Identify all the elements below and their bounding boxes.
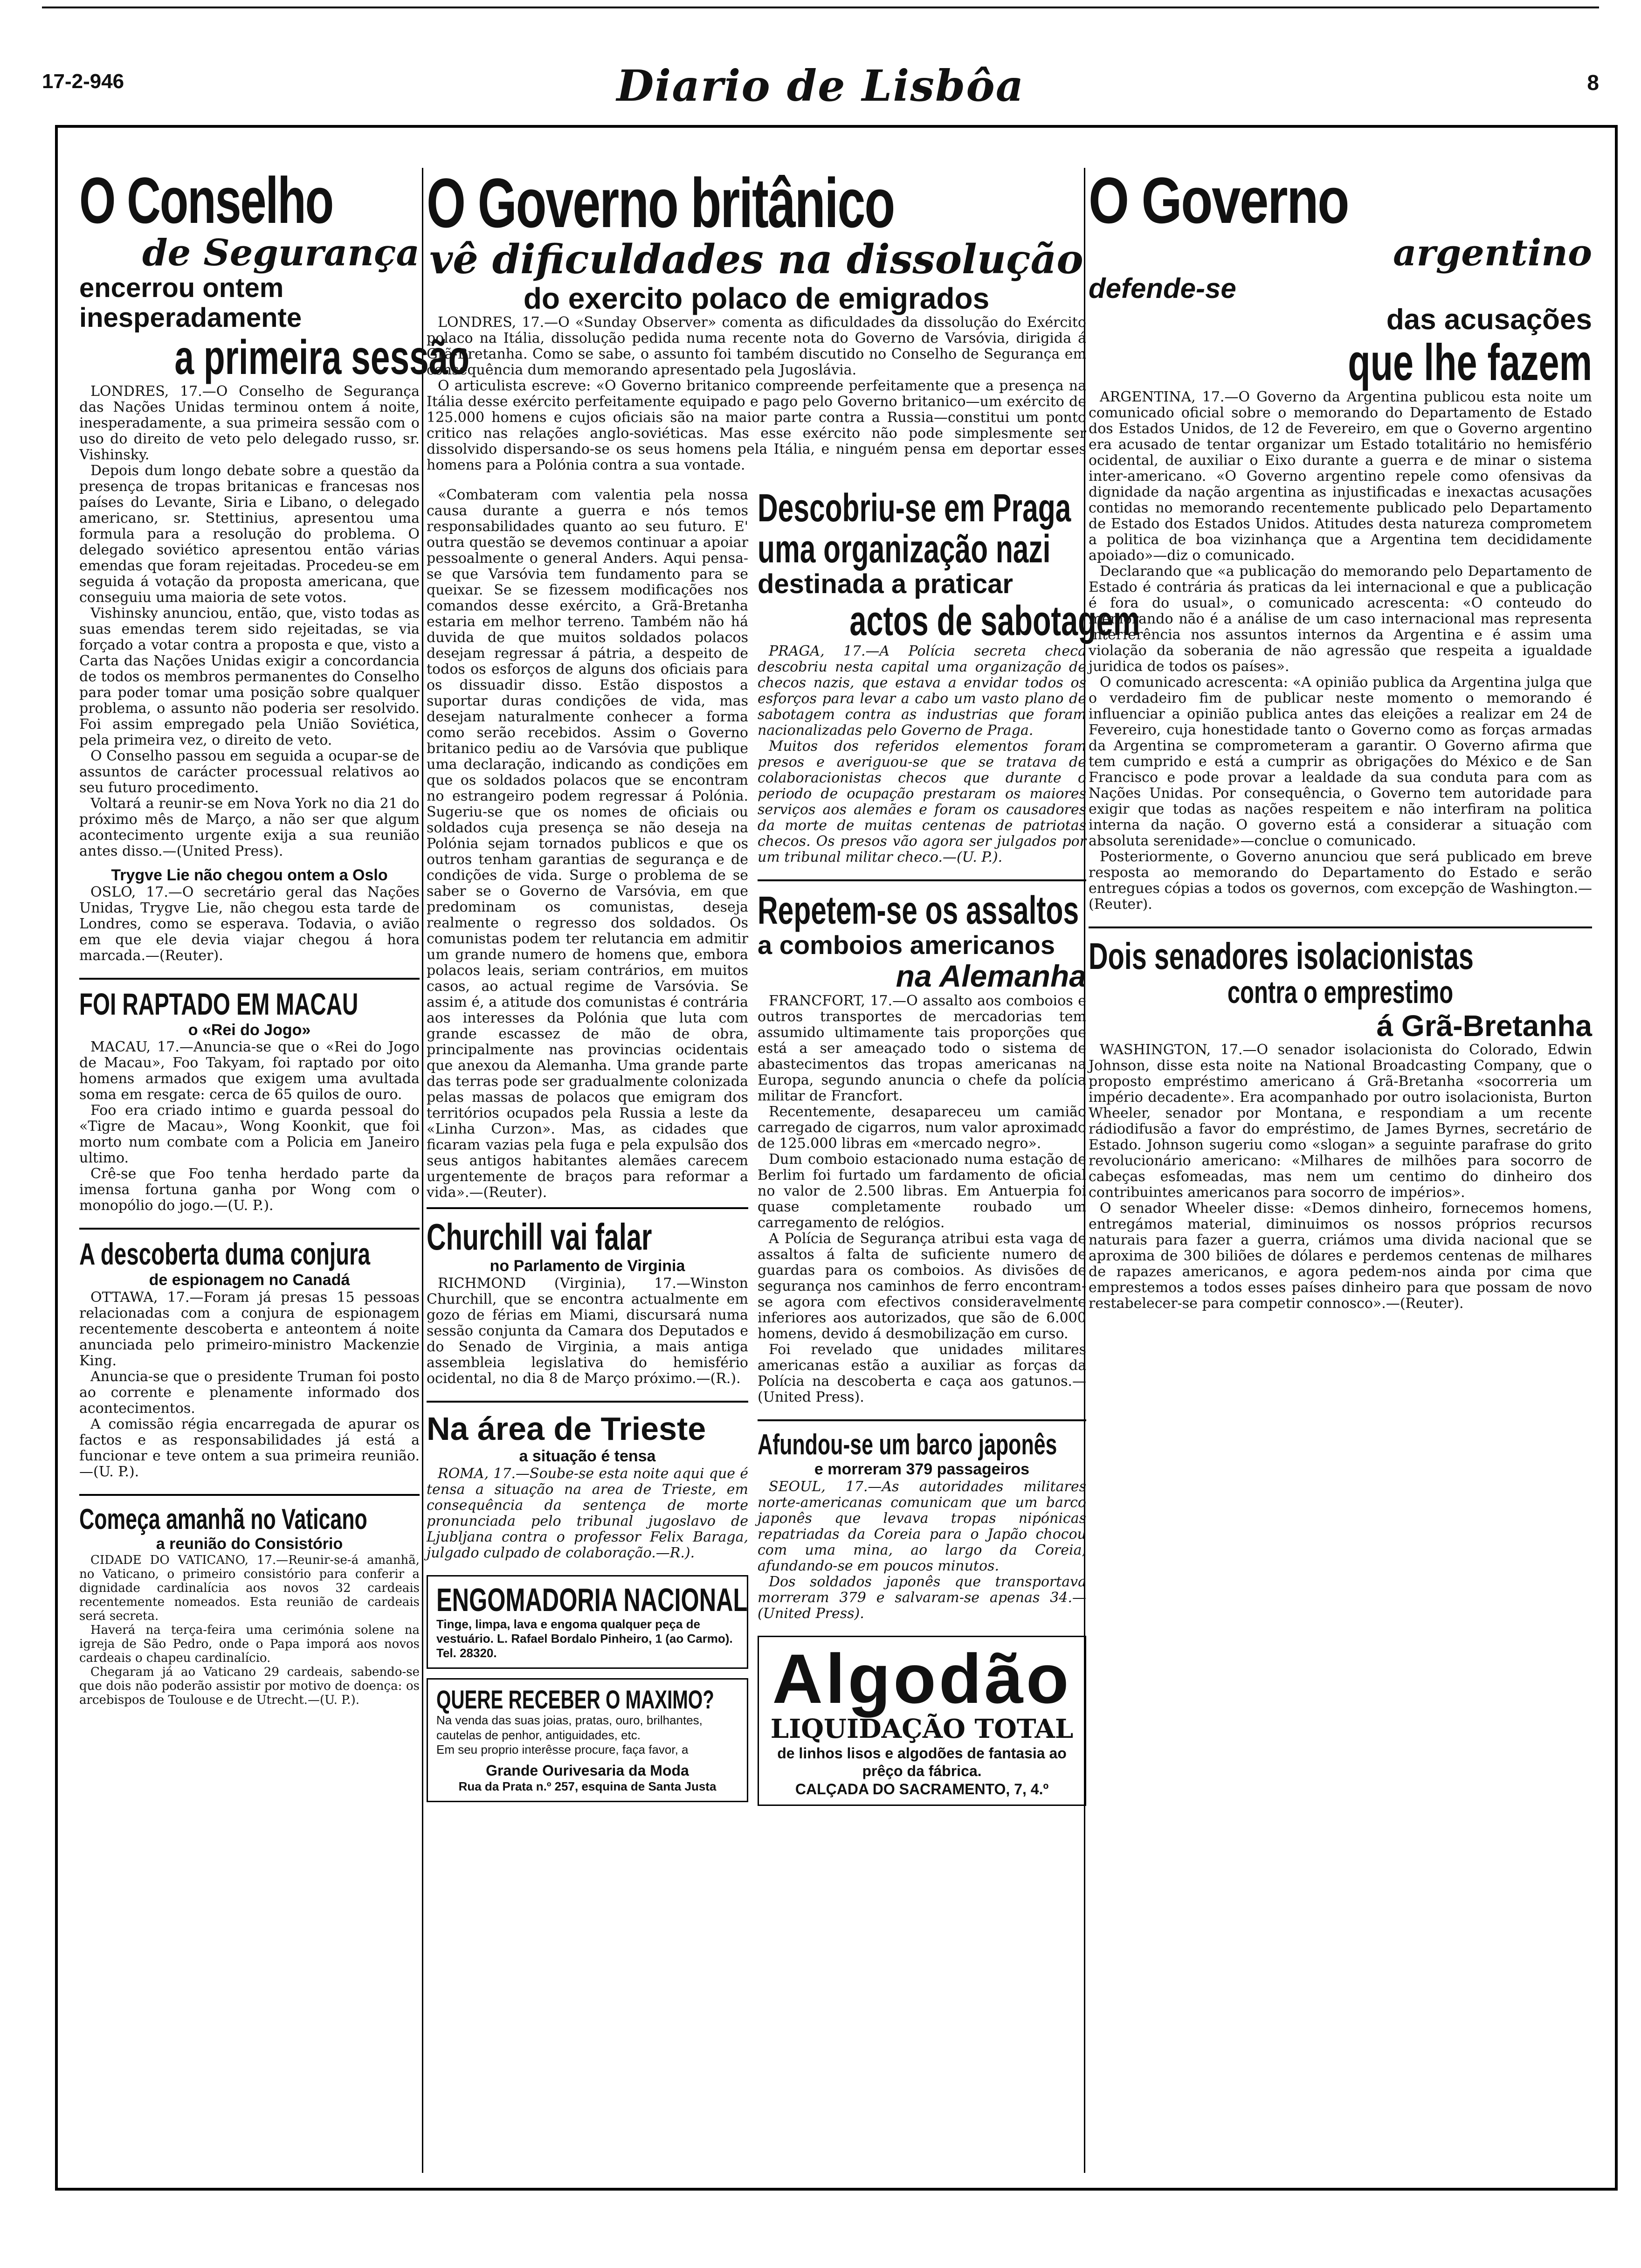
divider [79, 978, 420, 980]
headline-sub: de espionagem no Canadá [149, 1271, 350, 1289]
headline-deck: que lhe fazem [1348, 333, 1592, 391]
headline-deck: do exercito polaco de emigrados [523, 281, 990, 315]
article-trieste [427, 1411, 748, 1561]
paragraph: OTTAWA, 17.—Foram já presas 15 pessoas relacionadas com a conjura de espionagem recentemente descoberta e anteontem á noite anunciada pelo primeiro-ministro Mackenzie King. [79, 1289, 420, 1369]
paragraph: Declarando que «a publicação do memorando pelo Departamento de Estado é contrária ás praticas da lei internacional e que a publicação é fora do usual», o comunicado acrescenta: «O conteudo do memorando não é a análise de um caso internacional mas representa interferência nos assuntos internos da Argentina e é assim uma violação da soberania de não agressão que respeita a igualdade juridica de todos os países». [1089, 563, 1592, 675]
divider [79, 1228, 420, 1230]
column-rule [422, 168, 423, 2173]
column-center [427, 164, 1140, 2164]
headline-sub: de Segurança [142, 232, 420, 274]
article-security-council [79, 164, 470, 964]
headline: Afundou-se um barco japonês [758, 1429, 1057, 1461]
paragraph: Foi revelado que unidades militares americanas estão a auxiliar as forças da Polícia na descoberta e caça aos gatunos.—(United Press). [758, 1341, 1086, 1406]
paragraph: Dos soldados japonês que transportava morreram 379 e salvaram-se apenas 34.—(United Press). [758, 1573, 1086, 1622]
ad-address: Rua da Prata n.º 257, esquina de Santa Justa [458, 1779, 717, 1794]
article-germany-trains [758, 890, 1086, 1405]
article-japanese-ship [758, 1430, 1086, 1622]
paragraph: Dum comboio estacionado numa estação de Berlim foi furtado um fardamento de oficial no valor de 2.500 libras. Em Antuerpia foi quase completamente roubado um carregamento de relógios. [758, 1151, 1086, 1231]
paragraph: Vishinsky anunciou, então, que, visto todas as suas emendas terem sido rejeitadas, se via forçado a votar contra a proposta e que, visto a Carta das Nações Unidas exigir a concordancia de todos os membros permanentes do Conselho para poder tomar uma posição sobre qualquer problema, o assunto não poderia ser resolvido. Foi assim empregado pela União Soviética, pela primeira vez, o direito de veto. [79, 605, 420, 748]
paragraph: «Combateram com valentia pela nossa causa durante a guerra e nós temos responsabilidades quanto ao seu futuro. E' outra questão se devemos continuar a apoiar pessoalmente o general Anders. Aqui pensa-se que Varsóvia tem fundamento para se queixar. Se se fizessem modificações nos comandos desse exército, a Grã-Bretanha estaria em melhor terreno. Também não há duvida de que muitos soldados polacos desejam regressar á pátria, a despeito de todos os esforços de alguns dos oficiais para os dissuadir disso. Estão dispostos a suportar duras condições de vida, mas desejam naturalmente conhecer a forma como serão recebidos. Assim o Governo britanico pediu ao de Varsóvia que publique uma declaração, indicando as condições em que os soldados polacos que se encontram no estrangeiro podem regressar á Polónia. Sugeriu-se que os nomes de oficiais ou soldados cuja presença se não deseja na Polónia sejam tornados publicos e que os outros tenham garantias de segurança e de condições de vida. Surge o problema de se saber se o Governo de Varsóvia, em que predominam os comunistas, deseja realmente o regresso dos soldados. Os comunistas podem ter relutancia em admitir um grande numero de homens que, embora polacos leais, seriam contrários, em muitos casos, ao actual regime de Varsóvia. Se assim é, a atitude dos comunistas é contrária aos interesses da Polónia que luta com grande escassez de mão de obra, principalmente nas provincias ocidentais que anexou da Alemanha. Uma grande parte das terras pode ser gradualmente colonizada pelas massas de polacos que emigram dos territórios ocupados pela Russia a leste da «Linha Curzon». Mas, as cidades que ficaram vazias pela fuga e pela expulsão dos seus antigos habitantes alemães carecem urgentemente de braços para reformar a vida».—(Reuter). [427, 486, 748, 1201]
paragraph: Anuncia-se que o presidente Truman foi posto ao corrente e plenamente informado dos acontecimentos. [79, 1368, 420, 1417]
paragraph: PRAGA, 17.—A Polícia secreta checa descobriu nesta capital uma organização de checos nazis, que estava a envidar todos os esforços para levar a cabo um vasto plano de sabotagem contra as industrias que foram nacionalizadas pelo Governo de Praga. [758, 643, 1086, 739]
paragraph: Depois dum longo debate sobre a questão da presença de tropas britanicas e francesas nos países do Levante, Siria e Libano, o delegado americano, sr. Stettinius, apresentou uma formula para a resolução do problema. O delegado soviético apresentou então várias emendas que foram rejeitadas. Procedeu-se em seguida á votação da proposta americana, que conseguiu uma maioria de sete votos. [79, 462, 420, 606]
headline-deck: encerrou ontem inesperadamente [79, 272, 302, 333]
paragraph: O comunicado acrescenta: «A opinião publica da Argentina julga que o verdadeiro fim de publicar neste momento o memorando é influenciar a opinião publica antes das eleições a realizar em 24 de Fevereiro, cuja honestidade tanto o Governo como as forças armadas da Argentina se comprometeram a garantir. O Governo afirma que tem cumprido e está a cumprir as obrigações do México e de San Francisco e pode provar a lealdade da sua conduta para com as Nações Unidas. Por consequência, o Governo tem autoridade para exigir que todas as nações respeitem e não interfiram na politica interna da nação. O governo está a considerar a situação com absoluta serenidade»—conclue o comunicado. [1089, 674, 1592, 850]
headline-deck: a comboios americanos [758, 930, 1055, 960]
headline: O Conselho [79, 164, 333, 237]
column-left [79, 164, 470, 2164]
headline: O Governo britânico [427, 164, 895, 242]
paragraph: O Conselho passou em seguida a ocupar-se de assuntos de carácter processual relativos ao seu futuro procedimento. [79, 747, 420, 796]
article-argentina [1089, 164, 1592, 913]
divider [758, 879, 1086, 881]
ad-title: Algodão [772, 1639, 1072, 1718]
ad-algodao [758, 1636, 1086, 1806]
divider [427, 1207, 748, 1209]
top-rule [42, 7, 1599, 8]
paragraph: O senador Wheeler disse: «Demos dinheiro, fornecemos homens, entregámos material, diminuimos os nossos próprios recursos naturais para fazer a guerra, criámos uma divida nacional que se aproxima de 300 biliões de dólares e perdemos centenas de milhares de rapazes americanos, e agora pedem-nos ainda por cima que emprestemos a todos esses países dinheiro para que possam de novo restabelecer-se para competir connosco».—(Reuter). [1089, 1200, 1592, 1312]
headline-deck: destinada a praticar [758, 569, 1013, 600]
article-vatican [79, 1504, 420, 1708]
article-churchill [427, 1217, 748, 1387]
headline-sub: argentino [1393, 232, 1592, 274]
paragraph: Crê-se que Foo tenha herdado parte da imensa fortuna ganha por Wong com o monopólio do jogo.—(U. P.). [79, 1166, 420, 1214]
article-canada-spy [79, 1238, 420, 1480]
paragraph: Posteriormente, o Governo anunciou que será publicado em breve resposta ao memorando do Departamento do Estado e serão entregues cópias a todos os governos, com excepção de Washington.—(Reuter). [1089, 849, 1592, 913]
ad-engomadoria [427, 1575, 748, 1669]
paragraph: A Polícia de Segurança atribui esta vaga de assaltos á falta de suficiente numero de guardas para os comboios. As divisões de segurança nos caminhos de ferro encontram-se agora com efectivos consideravelmente inferiores aos autorizados, que são de 6.000 homens, devido á desmobilização em curso. [758, 1231, 1086, 1342]
center-split [427, 485, 1140, 1815]
headline-deck: das acusações [1386, 303, 1592, 336]
divider [79, 1494, 420, 1496]
headline: Dois senadores isolacionistas [1089, 935, 1474, 977]
ad-subtitle: LIQUIDAÇÃO TOTAL [770, 1713, 1074, 1744]
ad-ourivesaria [427, 1678, 748, 1802]
paragraph: LONDRES, 17.—O «Sunday Observer» comenta as dificuldades da dissolução do Exército polaco na Itália, dissolução pedida numa recente nota do Governo de Varsóvia, dirigida á Grã-Bretanha. Como se sabe, o assunto foi também discutido no Conselho de Segurança em consequência dum memorando apresentado pela Jugoslávia. [427, 314, 1086, 378]
ad-shop-name: Grande Ourivesaria da Moda [486, 1762, 689, 1779]
headline-deck: á Grã-Bretanha [1376, 1009, 1592, 1043]
subheading: Trygve Lie não chegou ontem a Oslo [111, 866, 388, 884]
ad-text: Em seu proprio interêsse procure, faça favor, a [436, 1742, 689, 1756]
headline: Começa amanhã no Vaticano [79, 1503, 367, 1535]
headline: Repetem-se os assaltos [758, 888, 1079, 932]
center-right-sub [758, 485, 1140, 1815]
article-macau [79, 988, 420, 1214]
article-senators [1089, 937, 1592, 1312]
headline-deck: actos de sabotagem [849, 598, 1140, 645]
headline: A descoberta duma conjura [79, 1237, 371, 1272]
paragraph: Muitos dos referidos elementos foram presos e averiguou-se que se tratava de colaboracionistas checos que durante o periodo de ocupação prestaram os maiores serviços aos alemães e foram os causadores da morte de muitas centenas de patriotas checos. Os presos vão agora ser julgados por um tribunal militar checo.—(U. P.). [758, 738, 1086, 865]
article-prague [758, 485, 1140, 865]
paragraph: A comissão régia encarregada de apurar os factos e as responsabilidades já está a funcionar e teve ontem a sua primeira reunião.—(U. P.). [79, 1416, 420, 1480]
headline-sub: vê dificuldades na dissolução [429, 236, 1083, 283]
paragraph: FRANCFORT, 17.—O assalto aos comboios e outros transportes de mercadorias tem assumido ultimamente tais proporções que está a ser ameaçado todo o sistema de abastecimentos das tropas americanas na Europa, segundo anuncia o chefe da polícia militar de Francfort. [758, 993, 1086, 1105]
ad-text: de linhos lisos e algodões de fantasia ao prêço da fábrica. [777, 1744, 1067, 1780]
ad-address: CALÇADA DO SACRAMENTO, 7, 4.º [795, 1780, 1049, 1798]
headline: Churchill vai falar [427, 1216, 652, 1258]
headline: Na área de Trieste [427, 1410, 706, 1447]
paragraph: MACAU, 17.—Anuncia-se que o «Rei do Jogo de Macau», Foo Takyam, foi raptado por oito homens armados que exigem uma avultada soma em resgate: cerca de 65 quilos de ouro. [79, 1039, 420, 1103]
paragraph: SEOUL, 17.—As autoridades militares norte-americanas comunicam que um barco japonês que levava tropas nipónicas repatriadas da Coreia para o Japão chocou com uma mina, ao largo da Coreia, afundando-se em poucos minutos. [758, 1478, 1086, 1574]
ad-title: QUERE RECEBER O MAXIMO? [436, 1684, 714, 1714]
divider [1089, 927, 1592, 928]
headline-sub: e morreram 379 passageiros [814, 1460, 1030, 1479]
headline: Descobriu-se em Praga [758, 485, 1071, 530]
paragraph: LONDRES, 17.—O Conselho de Segurança das Nações Unidas terminou ontem á noite, inesperadamente, a sua primeira sessão com o uso do direito de veto pelo delegado russo, sr. Vishinsky. [79, 383, 420, 463]
issue-date: 17-2-946 [42, 70, 124, 93]
ad-text: Na venda das suas joias, pratas, ouro, brilhantes, cautelas de penhor, antiguidades, etc. [436, 1713, 703, 1742]
paragraph: Voltará a reunir-se em Nova York no dia 21 do próximo mês de Março, a não ser que algum acontecimento urgente exija a sua reunião antes disso.—(United Press). [79, 795, 420, 859]
headline-deck: uma organização nazi [758, 527, 1051, 571]
center-left-sub [427, 487, 748, 1815]
paragraph: Foo era criado intimo e guarda pessoal do «Tigre de Macau», Wong Koonkit, que foi morto num combate com a Policia em Janeiro ultimo. [79, 1102, 420, 1167]
ad-title: ENGOMADORIA NACIONAL [436, 1581, 748, 1618]
paragraph: ROMA, 17.—Soube-se esta noite aqui que é tensa a situação na area de Trieste, em consequência da sentença de morte pronunciada pelo tribunal jugoslavo de Ljubljana contra o professor Felix Baraga, julgado culpado de colaboração.—R.). [427, 1465, 748, 1561]
paragraph: ARGENTINA, 17.—O Governo da Argentina publicou esta noite um comunicado oficial sobre o memorando do Departamento de Estado dos Estados Unidos, de 12 de Fevereiro, em que o Governo argentino era acusado de tentar organizar um Estado totalitário no hemisfério ocidental, de auxiliar o Eixo durante a guerra e de minar o sistema inter-americano. «O Governo argentino repele como ofensivas da dignidade da nação argentina as injustificadas e inexactas acusações contidas no memorando recentemente publicado pelo Departamento de Estado dos Estados Unidos. Atitudes desta natureza comprometem a politica de boa vizinhança que a Argentina tem decididamente apoiado»—diz o comunicado. [1089, 389, 1592, 564]
headline-deck: na Alemanha [896, 959, 1086, 994]
ad-text: Tinge, limpa, lava e engoma qualquer peça de vestuário. L. Rafael Bordalo Pinheiro, 1 (ao Carmo). Tel. 28320. [436, 1617, 733, 1660]
paragraph: OSLO, 17.—O secretário geral das Nações Unidas, Trygve Lie, não chegou esta tarde de Londres, como se esperava. Todavia, o avião em que ele devia viajar chegou á hora marcada.—(Reuter). [79, 884, 420, 964]
page-number: 8 [1587, 70, 1599, 95]
paragraph: Chegaram já ao Vaticano 29 cardeais, sabendo-se que dois não poderão assistir por motivo de doença: os arcebispos de Toulouse e de Utrecht.—(U. P.). [79, 1665, 420, 1708]
headline: FOI RAPTADO EM MACAU [79, 987, 359, 1022]
divider [758, 1419, 1086, 1421]
headline-deck: a primeira sessão [174, 331, 470, 385]
headline-deck: contra o emprestimo [1227, 975, 1454, 1010]
paragraph: Recentemente, desapareceu um camião carregado de cigarros, num valor aproximado de 125.000 libras em «mercado negro». [758, 1104, 1086, 1152]
article-british-government [427, 164, 1086, 473]
headline: O Governo [1089, 164, 1349, 237]
newspaper-title: Diario de Lisbôa [616, 61, 1025, 111]
headline-sub: a reunião do Consistório [156, 1535, 343, 1553]
paragraph: RICHMOND (Virginia), 17.—Winston Churchill, que se encontra actualmente em gozo de férias em Miami, discursará numa sessão conjunta da Camara dos Deputados e do Senado de Virginia, a mais antiga assembleia legislativa do hemisfério ocidental, no dia 8 de Março próximo.—(R.). [427, 1275, 748, 1387]
headline-sub: a situação é tensa [519, 1447, 656, 1465]
paragraph: O articulista escreve: «O Governo britanico compreende perfeitamente que a presença na Itália desse exército perfeitamente equipado e pago pelo Governo britanico—um exército de 125.000 homens e cujos oficiais são na maior parte contra a Russia—constitui um ponto critico nas relações anglo-soviéticas. Mas esse exército não pode simplesmente ser dissolvido dispersando-se os seus homens pela Itália, e ninguém pensa em deportar esses homens para a Polónia contra a sua vontade. [427, 377, 1086, 473]
headline-sub: no Parlamento de Virginia [490, 1257, 685, 1275]
divider [427, 1401, 748, 1403]
headline-sub: o «Rei do Jogo» [188, 1021, 311, 1039]
paragraph: CIDADE DO VATICANO, 17.—Reunir-se-á amanhã, no Vaticano, o primeiro consistório para conferir a dignidade cardinalícia aos novos 32 cardeais recentemente nomeados. Esta reunião de cardeais será secreta. [79, 1553, 420, 1624]
paragraph: Haverá na terça-feira uma cerimónia solene na igreja de São Pedro, onde o Papa imporá aos novos cardeais o chapeu cardinalício. [79, 1623, 420, 1666]
headline-deck: defende-se [1089, 272, 1236, 304]
column-right [1089, 164, 1592, 2164]
masthead [42, 61, 1599, 126]
paragraph: WASHINGTON, 17.—O senador isolacionista do Colorado, Edwin Johnson, disse esta noite na National Broadcasting Company, que o proposto empréstimo americano á Grã-Bretanha «socorreria um império decadente». Era acompanhado por outro isolacionista, Burton Wheeler, senador por Montana, e respondiam a um recente rádiodifusão a favor do empréstimo, de James Byrnes, secretário de Estado. Johnson sugeriu como «slogan» a seguinte parafrase do grito revolucionário americano: «Milhares de milhões para socorro de cabeças esfomeadas, mas nem um centimo do dinheiro dos contribuintes americanos para socorro de impérios». [1089, 1042, 1592, 1201]
